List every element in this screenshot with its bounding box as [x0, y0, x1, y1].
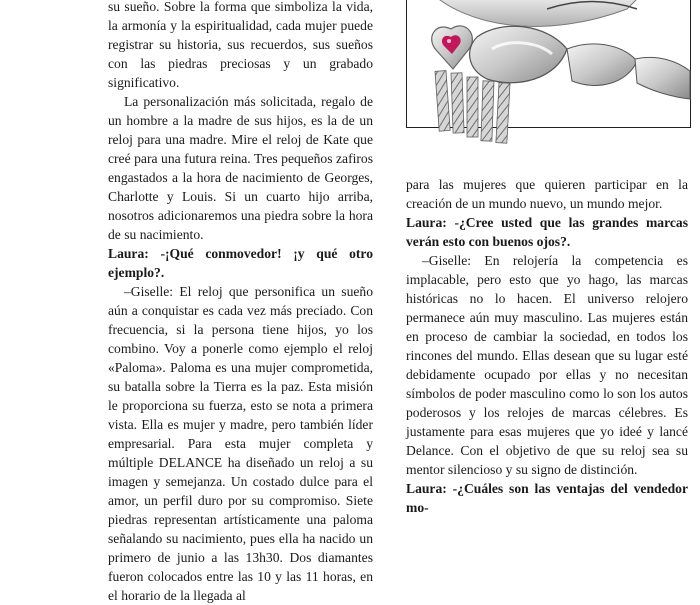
- interview-question: Laura: -¡Qué conmovedor! ¡y qué otro ejemplo?.: [108, 246, 373, 280]
- right-column: [406, 175, 688, 517]
- left-column: [108, 0, 373, 605]
- paragraph: La personalización más solicitada, regalo de un hombre a la madre de sus hijos, es la de un reloj para una madre. Mire el reloj de Kate que creé para una futura reina. Tres pequeños zafiros engastados a la hora de nacimiento de Georges, Charlotte y Louis. Si un cuarto hijo arriba, nosotros adicionaremos una piedra sobre la hora de su nacimiento.: [108, 94, 373, 242]
- paragraph: para las mujeres que quieren participar en la creación de un mundo nuevo, un mundo mejor.: [406, 177, 688, 211]
- watch-photo: [406, 0, 691, 128]
- interview-question: Laura: -¿Cree usted que las grandes marcas verán esto con buenos ojos?.: [406, 215, 688, 249]
- interview-answer: –Giselle: En relojería la competencia es implacable, pero esto que yo hago, las marcas históricas no lo hacen. El universo relojero permanece aún muy masculino. Las mujeres están en proceso de cambiar la sociedad, en todos los rincones del mundo. Ellas desean que su lugar esté debidamente ocupado por ellas y no necesitan símbolos de poder masculino como lo son los autos poderosos y los relojes de marcas célebres. Es justamente para esas mujeres que yo ideé y lancé Delance. Con el objetivo de que su reloj sea su mentor silencioso y su signo de distinción.: [406, 253, 688, 477]
- paragraph: su sueño. Sobre la forma que simboliza la vida, la armonía y la espiritualidad, cada mujer puede registrar su historia, sus recuerdos, sus sueños con las piedras preciosas y un grabado significativo.: [108, 0, 373, 90]
- interview-question: Laura: -¿Cuáles son las ventajas del vendedor mo-: [406, 481, 688, 515]
- interview-answer: –Giselle: El reloj que personifica un sueño aún a conquistar es cada vez más preciado. Con frecuencia, si la persona tiene hijos, yo los combino. Voy a ponerle como ejemplo el reloj «Paloma». Paloma es una mujer comprometida, su batalla sobre la Tierra es la paz. Esta misión le proporciona su fuerza, esto se nota a primera vista. Ella es mujer y madre, pero también líder empresarial. Para esta mujer completa y múltiple DELANCE ha diseñado un reloj a su imagen y semejanza. Un costado dulce para el amor, un perfil duro por su compromiso. Siete piedras representan artísticamente una paloma señalando su nacimiento, pues ella ha nacido un primero de junio a las 13h30. Dos diamantes fueron colocados entre las 10 y las 11 horas, en el horario de la llegada al: [108, 284, 373, 603]
- watch-bracelet-illustration: [407, 0, 690, 127]
